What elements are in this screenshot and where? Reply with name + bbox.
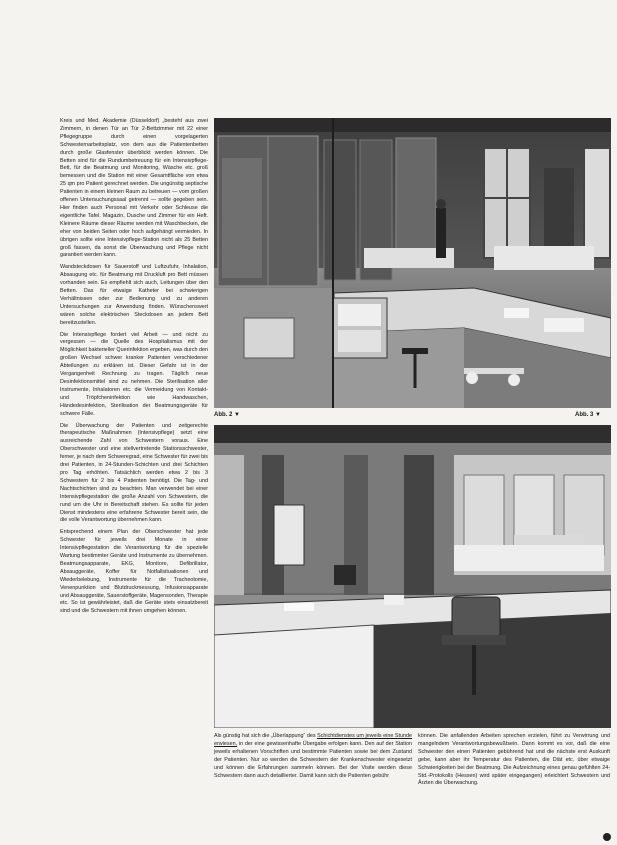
- underlined-text: Schichtdienstes um jeweils eine Stunde erwiesen,: [214, 733, 412, 747]
- paragraph: Kreis und Med. Akademie (Düsseldorf) „besteht aus zwei Zimmern, in denen Tür an Tür 2-Bettzimmer mit 22 einer Pflegegruppe durch einen vorgelagerten Schwesternarbeitsplatz, von dem aus die Patientenbetten durch große Glasfenster überblickt werden können. Die Betten sind für die Rundumbetreuung für ein Intensivpflege-Bett, für die Beatmung und Monitoring, Wäsche etc. groß bemessen und die Station mit einer Gesamtfläche von etwa 25 qm pro Patient gerechnet werden. Die ungünstig septische Patienten in einem kleinen Raum zu betreuen — vom großen offenen Untersuchungssaal getrennt — sollte gegeben sein. Hier finden auch Personal mit Verkehr oder Schleuse die eigentliche Tafel. Magazin, Dusche und Zimmer für ein Heft. Kleinere Räume dieser Räume werden mit Waschbecken, die eher von beiden Seiten oder hoch aufgehängt vermieden. In übrigen sollte eine Intensivpflege-Station nicht als 25 Betten groß fassen, da sonst die Überwachung und Pflege nicht garantiert werden kann.: [60, 118, 208, 259]
- page-end-marker: [603, 833, 611, 841]
- paragraph: Entsprechend einem Plan der Oberschwester hat jede Schwester für jeweils drei Monate in einer Intensivpflegestation die Verantwortung für die spezielle Wartung bestimmter Geräte und Instrumente zu übernehmen. Beatmungsapparate, EKG, Monitore, Defibrillator, Absauggeräte, Koffer für Notfallsituationen und Wiederbelebung, Instrumente für die Tracheotomie, Venenpunktion und Blutdruckmessung, Infusionsapparate und Absauggeräte, Sauerstoffgeräte, Magensonden, Therapie etc. So ist gewährleistet, daß die Geräte stets einsatzbereit sind und die Schwestern mit ihnen umgehen können.: [60, 529, 208, 615]
- photo-bottom-illustration: [214, 425, 611, 728]
- paragraph: Die Intensivpflege fordert viel Arbeit — und nicht zu vergessen — die Quelle des Hospitalismus mit der Möglichkeit bakterieller Querinfektion ergeben, was durch den großen Wechsel schwer kranker Patienten verschiedener Abteilungen zu erklären ist. Dieser Gefahr ist in der Vergangenheit Rechnung zu tragen. Täglich neue Desinfektionsmittel sind zu nehmen. Die Sterilisation aller Instrumente, Inhalatoren etc. die Vermeidung von Kontakt- und Tröpfcheninfektion wie Handwaschen, Händedesinfektion, Sterilisation der Beatmungsgeräte für schwere Fälle.: [60, 331, 208, 417]
- text-span: Als günstig hat sich die „Überlappung“ des: [214, 733, 318, 739]
- paragraph: Die Überwachung der Patienten und zeitgerechte therapeutische Maßnahmen (Intensivpflege) setzt eine ausreichende Zahl von Schwestern voraus. Eine Oberschwester und eine stellvertretende Stationsschwester, ferner, je nach dem Schweregrad, eine Schwester für zwei bis drei Patienten, in 24-Stunden-Schichten und drei Schichten pro Tag erhöhten. Tatsächlich werden etwa 2 bis 3 Schwestern für 2 bis 4 Patienten benötigt. Die Tag- und Nachtschichten sind zu beachten. Man verwendet bei einer Intensivpflegestation die große Anzahl von Schwestern, die rund um die Uhr in Bereitschaft stehen. Es sollte für jeden Dienst mindestens eine erfahrene Schwester bereit sein, die die volle Verantwortung übernehmen kann.: [60, 422, 208, 524]
- paragraph: [214, 733, 412, 780]
- text-span: in der eine gewissenhafte Übergabe erfolgen kann. Den auf der Station jeweils erhaltenen Vorschriften und bestimmte Patienten sowie bei dem Zustand der Patienten. Nur so werden die Schwestern der Krankenschwester eingesetzt und können die Erfahrungen sammeln können. Bei der Visite werden diese Schwestern dann auch detaillierter. Damit kann sich die Patienten gebühr: [214, 740, 412, 779]
- bottom-text-column-1: [214, 733, 412, 784]
- paragraph: können. Die anfallenden Arbeiten sprechen erzielen, führt zu Verwirrung und mangelndem Verantwortungsbewußtsein. Dann kommt es vor, daß die eine Schwester den einen Patienten gebührend hat und die nächste erst Auskunft gebe, kann aber ihr Temperatur des Patienten, die Diät etc. über etwaige Schwierigkeiten bei der Beatmung. Die Aufzeichnung eines genau gefühlten 24-Std.-Protokolls (Hessen) wird später eingegangen) erleichtert Schwestern und Ärzten die Überwachung.: [418, 733, 610, 787]
- figure-caption-abb-2: Abb. 2 ▼: [214, 412, 240, 418]
- bottom-text-column-2: [418, 733, 610, 792]
- paragraph: Wandsteckdosen für Sauerstoff und Luftzufuhr, Inhalation, Absaugung etc. für Beatmung mit Druckluft pro Bett müssen vorhanden sein. Es empfiehlt sich auch, Leitungen über den Betten. Das für etwaige Katheter bei schwierigen Verhältnissen oder zur Bedienung und zu anderen Untersuchungen zur Anwendung finden. Wünschenswert wären solche elektrischen Steckdosen an jedem Bett bereitzustellen.: [60, 264, 208, 326]
- photo-top-illustration: [214, 118, 611, 408]
- photo-nurses-station: [214, 425, 611, 728]
- left-text-column: [60, 118, 208, 620]
- figure-caption-abb-3: Abb. 3 ▼: [575, 412, 601, 418]
- photo-intensive-care-station: [214, 118, 611, 408]
